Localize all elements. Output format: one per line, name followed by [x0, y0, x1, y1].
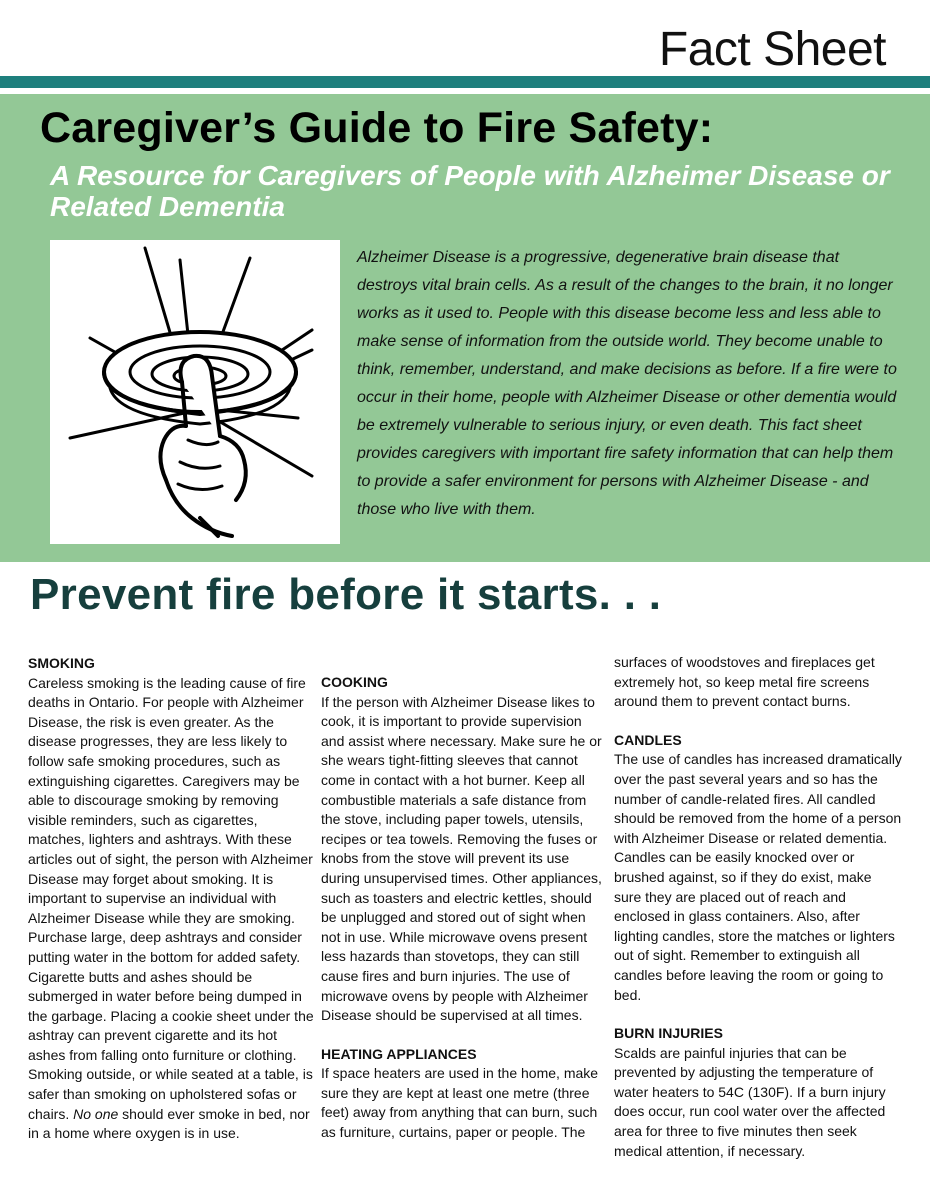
heating-heading: HEATING APPLIANCES [321, 1045, 477, 1062]
smoking-heading: SMOKING [28, 655, 95, 671]
heating-continuation: surfaces of woodstoves and fireplaces get extremely hot, so keep metal fire screens around them to prevent contact burns. [614, 654, 875, 710]
heating-paragraph: If space heaters are used in the home, make sure they are kept at least one metre (three feet) away from anything that can burn, such as furniture, curtains, paper or people. The [321, 1065, 599, 1141]
smoke-alarm-illustration [50, 240, 340, 544]
cooking-heading: COOKING [321, 674, 388, 690]
smoke-alarm-hand-icon [50, 240, 340, 544]
candles-heading: CANDLES [614, 731, 682, 748]
section-heading: Prevent fire before it starts. . . [30, 570, 662, 619]
column-right [614, 653, 902, 1161]
intro-paragraph: Alzheimer Disease is a progressive, degenerative brain disease that destroys vital brain cells. As a result of the changes to the brain, it no longer works as it used to. People with this disease become less and less able to make sense of information from the outside world. They become unable to think, remember, understand, and make decisions as before. If a fire were to occur in their home, people with Alzheimer Disease or other dementia would be extremely vulnerable to serious injury, or even death. This fact sheet provides caregivers with important fire safety information that can help them to provide a safer environment for persons with Alzheimer Disease - and those who live with them. [357, 249, 897, 518]
column-middle [321, 673, 606, 1143]
fact-sheet-label: Fact Sheet [658, 23, 886, 76]
candles-paragraph: The use of candles has increased dramatically over the past several years and so has the number of candle-related fires. All candled should be removed from the home of a person with Alzheimer Disease or related dementia. Candles can be easily knocked over or brushed against, so if they do exist, make sure they are placed out of reach and enclosed in glass containers. Also, after lighting candles, store the matches or lighters out of sight. Remember to extinguish all candles before leaving the room or going to bed. [614, 751, 902, 1003]
smoking-text-end: should ever smoke in bed, nor in a home where oxygen is in use. [28, 1105, 310, 1142]
header-rule [0, 76, 930, 88]
column-left [28, 654, 314, 1144]
document-subtitle: A Resource for Caregivers of People with Alzheimer Disease or Related Dementia [50, 160, 890, 222]
burn-injuries-heading: BURN INJURIES [614, 1025, 723, 1042]
smoking-paragraph [28, 674, 314, 1144]
cooking-paragraph: If the person with Alzheimer Disease likes to cook, it is important to provide supervision and assist where necessary. Make sure he or she wears tight-fitting sleeves that cannot come in contact with a hot burner. Keep all combustible materials a safe distance from the stove, including paper towels, utensils, recipes or tea towels. Removing the fuses or knobs from the stove will prevent its use during unsupervised times. Other appliances, such as toasters and electric kettles, should be unplugged and stored out of sight when not in use. While microwave ovens present less hazards than stovetops, they can still cause fires and burn injuries. The use of microwave ovens by people with Alzheimer Disease should be supervised at all times. [321, 693, 602, 1024]
burn-injuries-paragraph: Scalds are painful injuries that can be prevented by adjusting the temperature of water heaters to 54C (130F). If a burn injury does occur, run cool water over the affected area for three to five minutes then seek medical attention, if necessary. [614, 1044, 886, 1159]
smoking-text: Careless smoking is the leading cause of fire deaths in Ontario. For people with Alzheimer Disease, the risk is even greater. As the disease progresses, they are less likely to follow safe smoking procedures, such as extinguishing cigarettes. Caregivers may be able to discourage smoking by removing visible reminders, such as cigarettes, matches, lighters and ashtrays. With these articles out of sight, the person with Alzheimer Disease may forget about smoking. It is important to supervise an individual with Alzheimer Disease while they are smoking. Purchase large, deep ashtrays and consider putting water in the bottom for added safety. Cigarette butts and ashes should be submerged in water before being dumped in the garbage. Placing a cookie sheet under the ashtray can prevent cigarette and its hot ashes from falling onto furniture or clothing. Smoking outside, or while seated at a table, is safer than smoking on upholstered sofas or chairs. [28, 674, 314, 1122]
document-title: Caregiver’s Guide to Fire Safety: [40, 104, 714, 152]
smoking-emphasis: No one [73, 1105, 119, 1122]
